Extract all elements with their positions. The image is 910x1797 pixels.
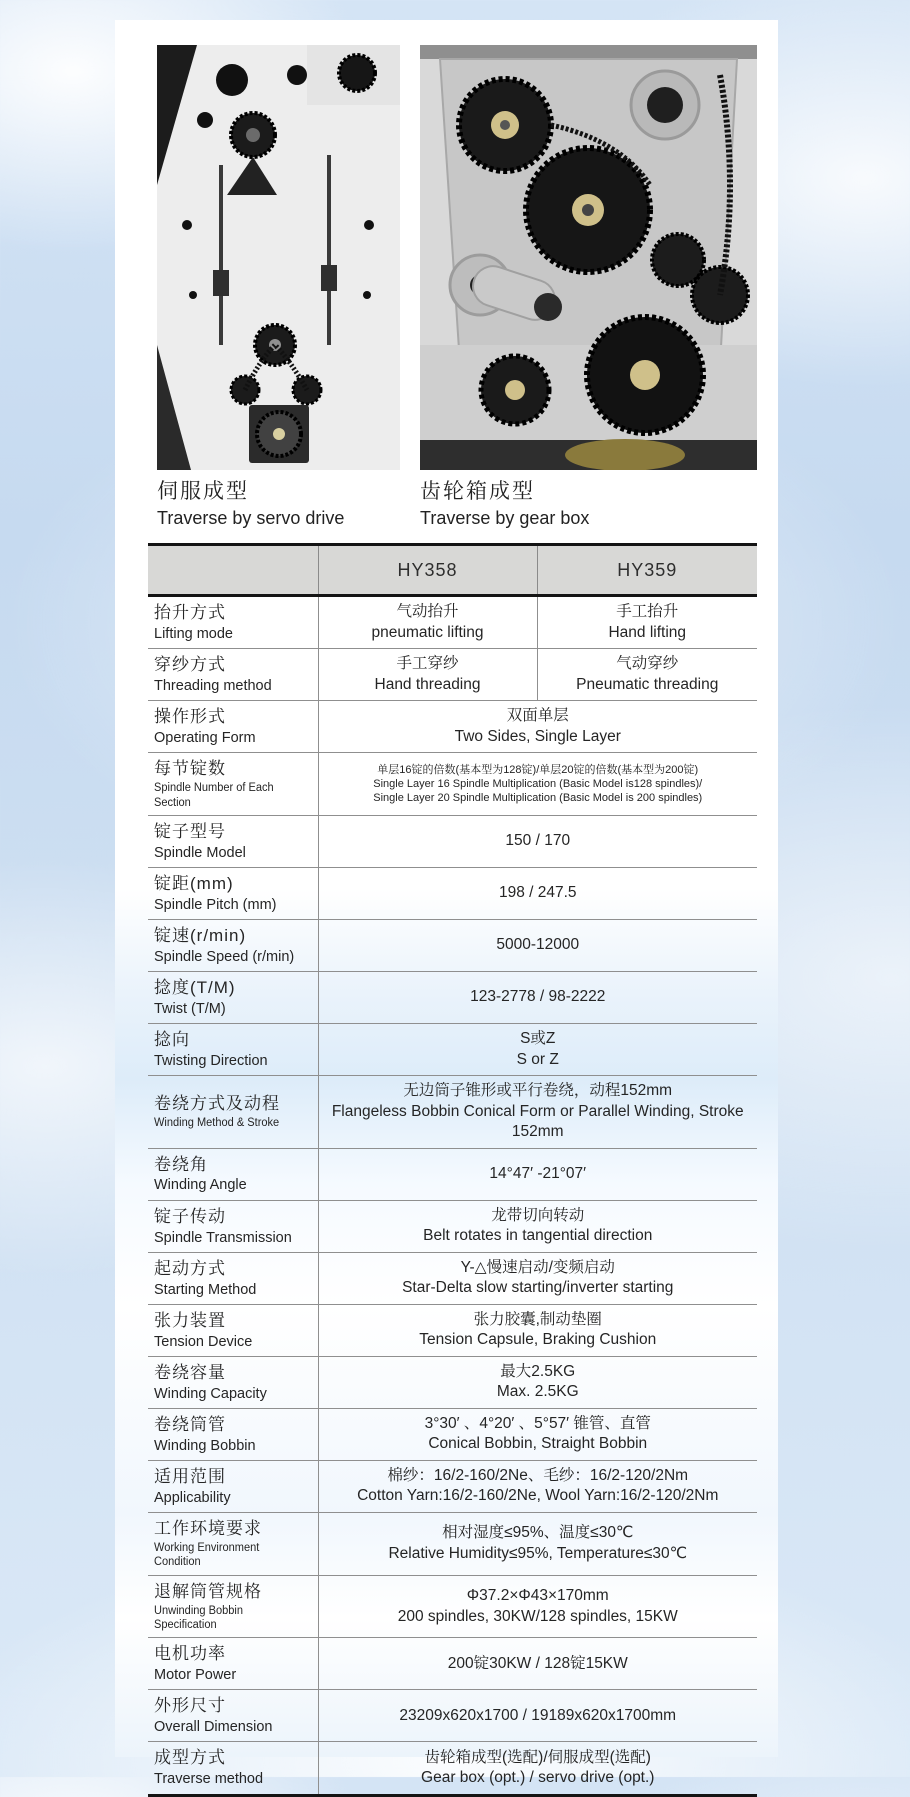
label-zh: 捻向: [154, 1030, 190, 1050]
spec-value-line: 无边筒子锥形或平行卷绕，动程152mm: [403, 1082, 673, 1100]
spec-table: [148, 543, 757, 1797]
servo-caption-zh: 伺服成型: [157, 480, 249, 503]
spec-row: [148, 1408, 757, 1460]
label-en: Winding Method & Stroke: [154, 1117, 280, 1130]
spec-value-line: 棉纱：16/2-160/2Ne、毛纱：16/2-120/2Nm: [387, 1467, 689, 1484]
spec-value-line: Hand lifting: [608, 623, 687, 641]
label-en: Applicability: [154, 1489, 231, 1506]
spec-value-cell: [318, 1512, 757, 1575]
label-zh: 成型方式: [154, 1748, 226, 1768]
label-en: Spindle Pitch (mm): [154, 896, 277, 913]
spec-value-line: pneumatic lifting: [371, 623, 484, 641]
spec-value-cell: [318, 649, 537, 701]
spec-value-line: Y-△慢速启动/变频启动: [460, 1258, 615, 1276]
spec-value-cell: [318, 1076, 757, 1148]
spec-value-cell: [318, 1742, 757, 1795]
spec-value-cell: [318, 815, 757, 867]
spec-value-cell: [318, 1638, 757, 1690]
label-en: Traverse method: [154, 1771, 264, 1788]
content-panel: [115, 20, 778, 1788]
spec-value-line: Gear box (opt.) / servo drive (opt.): [421, 1769, 655, 1787]
spec-value-cell: [318, 1148, 757, 1200]
spec-row-label: [148, 1690, 318, 1742]
spec-value-line: Conical Bobbin, Straight Bobbin: [428, 1435, 648, 1453]
spec-value-cell: [318, 753, 757, 816]
spec-row-label: [148, 753, 318, 816]
spec-table-body: [148, 596, 757, 1796]
spec-row-label: [148, 649, 318, 701]
label-en: Spindle Speed (r/min): [154, 948, 295, 965]
label-zh: 适用范围: [154, 1466, 226, 1486]
spec-value-line: 双面单层: [506, 707, 569, 725]
label-en: Motor Power: [154, 1667, 237, 1684]
label-zh: 卷绕角: [154, 1154, 208, 1174]
spec-value-cell: [318, 1575, 757, 1638]
label-en: Starting Method: [154, 1281, 257, 1298]
spec-row: [148, 649, 757, 701]
spec-value-cell: [318, 1408, 757, 1460]
photo-row: [157, 45, 757, 470]
spec-value-line: 198 / 247.5: [498, 884, 577, 902]
label-zh: 锭子传动: [154, 1206, 226, 1226]
spec-value-line: 200锭30KW / 128锭15KW: [447, 1654, 628, 1672]
label-zh: 退解筒管规格: [154, 1581, 262, 1601]
label-en: Working Environment Condition: [154, 1541, 260, 1569]
spec-row: [148, 1512, 757, 1575]
spec-value-line: Cotton Yarn:16/2-160/2Ne, Wool Yarn:16/2-120/2Nm: [357, 1487, 719, 1505]
spec-row: [148, 1076, 757, 1148]
gearbox-gears-illustration: [420, 45, 757, 470]
spec-row: [148, 1356, 757, 1408]
spec-row: [148, 1690, 757, 1742]
spec-value-cell: [318, 867, 757, 919]
spec-row: [148, 972, 757, 1024]
spec-value-line: Star-Delta slow starting/inverter starting: [402, 1279, 674, 1297]
spec-table-header: [148, 545, 757, 596]
label-en: Threading method: [154, 678, 272, 694]
label-en: Winding Capacity: [154, 1385, 267, 1402]
label-zh: 锭距(mm): [154, 873, 234, 893]
spec-row-label: [148, 1512, 318, 1575]
spec-row-label: [148, 1148, 318, 1200]
label-en: Spindle Model: [154, 844, 246, 861]
spec-value-line: 200 spindles, 30KW/128 spindles, 15KW: [397, 1607, 678, 1625]
spec-row-label: [148, 1356, 318, 1408]
spec-value-line: 123-2778 / 98-2222: [470, 988, 606, 1006]
spec-value-line: 龙带切向转动: [491, 1206, 585, 1224]
spec-row: [148, 1148, 757, 1200]
label-en: Spindle Transmission: [154, 1229, 292, 1246]
spec-row-label: [148, 1742, 318, 1795]
spec-row-label: [148, 1076, 318, 1148]
spec-value-line: 气动抬升: [396, 603, 459, 621]
spec-row-label: [148, 596, 318, 649]
label-zh: 穿纱方式: [154, 655, 226, 675]
spec-value-cell: [537, 596, 757, 649]
spec-row: [148, 1200, 757, 1252]
spec-value-line: Pneumatic threading: [576, 675, 719, 693]
spec-row-label: [148, 1638, 318, 1690]
spec-value-cell: [318, 1304, 757, 1356]
label-zh: 张力装置: [154, 1310, 226, 1330]
spec-row-label: [148, 1408, 318, 1460]
label-en: Spindle Number of Each Section: [154, 782, 274, 809]
spec-row-label: [148, 815, 318, 867]
spec-value-line: 5000-12000: [496, 936, 580, 954]
spec-row-label: [148, 1575, 318, 1638]
spec-table-container: [148, 543, 757, 1797]
label-zh: 操作形式: [154, 707, 226, 727]
label-en: Tension Device: [154, 1333, 253, 1350]
label-en: Twisting Direction: [154, 1053, 268, 1070]
spec-value-line: Single Layer 16 Spindle Multiplication (Basic Model is128 spindles)/: [373, 777, 703, 790]
label-zh: 外形尺寸: [154, 1696, 226, 1716]
spec-value-line: 相对湿度≤95%、温度≤30℃: [442, 1524, 634, 1542]
spec-row: [148, 1024, 757, 1076]
spec-row: [148, 1252, 757, 1304]
spec-row-label: [148, 1304, 318, 1356]
spec-row-label: [148, 972, 318, 1024]
label-en: Overall Dimension: [154, 1719, 273, 1736]
spec-value-line: 3°30′ 、4°20′ 、5°57′ 锥管、直管: [424, 1414, 651, 1432]
spec-row: [148, 1638, 757, 1690]
spec-value-line: 张力胶囊,制动垫圈: [473, 1310, 602, 1328]
spec-value-line: Belt rotates in tangential direction: [423, 1227, 653, 1245]
spec-value-line: Two Sides, Single Layer: [454, 727, 621, 745]
spec-row-label: [148, 1460, 318, 1512]
spec-value-line: Max. 2.5KG: [496, 1383, 579, 1401]
spec-row: [148, 701, 757, 753]
label-zh: 电机功率: [154, 1644, 226, 1664]
spec-value-line: 最大2.5KG: [500, 1362, 576, 1380]
spec-row: [148, 815, 757, 867]
servo-drive-photo: [157, 45, 400, 470]
header-model-hy358: HY358: [318, 545, 537, 596]
label-en: Winding Bobbin: [154, 1437, 256, 1454]
spec-value-cell: [318, 1200, 757, 1252]
spec-row: [148, 1304, 757, 1356]
header-empty-cell: [148, 545, 318, 596]
label-en: Operating Form: [154, 730, 256, 747]
spec-value-cell: [318, 1460, 757, 1512]
spec-value-cell: [537, 649, 757, 701]
spec-value-cell: [318, 972, 757, 1024]
spec-value-cell: [318, 1252, 757, 1304]
spec-row-label: [148, 1252, 318, 1304]
spec-value-cell: [318, 596, 537, 649]
gearbox-caption: [420, 475, 589, 529]
spec-value-line: 150 / 170: [505, 832, 571, 850]
label-zh: 抬升方式: [154, 603, 226, 622]
servo-caption: [157, 475, 344, 529]
spec-value-line: Relative Humidity≤95%, Temperature≤30℃: [388, 1544, 688, 1562]
gearbox-caption-zh: 齿轮箱成型: [420, 480, 535, 503]
spec-value-line: 气动穿纱: [616, 655, 679, 673]
spec-value-line: S或Z: [520, 1030, 556, 1048]
spec-value-line: 手工穿纱: [396, 655, 459, 673]
label-zh: 起动方式: [154, 1258, 226, 1278]
label-en: Twist (T/M): [154, 1001, 226, 1017]
label-zh: 锭速(r/min): [154, 926, 247, 945]
spec-row-label: [148, 701, 318, 753]
spec-value-line: 14°47′ -21°07′: [489, 1164, 587, 1182]
spec-value-line: Flangeless Bobbin Conical Form or Parallel Winding, Stroke 152mm: [331, 1102, 744, 1141]
spec-row-label: [148, 867, 318, 919]
label-en: Lifting mode: [154, 625, 233, 642]
spec-value-line: 单层16锭的倍数(基本型为128锭)/单层20锭的倍数(基本型为200锭): [377, 763, 699, 776]
spec-row-label: [148, 920, 318, 972]
label-zh: 每节锭数: [154, 759, 226, 779]
label-zh: 工作环境要求: [154, 1518, 262, 1538]
spec-row: [148, 1742, 757, 1795]
spec-value-line: Single Layer 20 Spindle Multiplication (Basic Model is 200 spindles): [373, 792, 703, 805]
gearbox-caption-en: Traverse by gear box: [420, 508, 590, 528]
spec-row-label: [148, 1200, 318, 1252]
spec-value-line: S or Z: [516, 1050, 559, 1068]
label-en: Winding Angle: [154, 1177, 247, 1194]
spec-value-line: Hand threading: [374, 675, 481, 693]
spec-value-cell: [318, 1690, 757, 1742]
spec-value-line: Φ37.2×Φ43×170mm: [466, 1587, 609, 1605]
label-zh: 卷绕筒管: [154, 1414, 226, 1434]
spec-row: [148, 1460, 757, 1512]
label-zh: 卷绕容量: [154, 1362, 226, 1382]
spec-value-cell: [318, 701, 757, 753]
servo-caption-en: Traverse by servo drive: [157, 508, 345, 528]
gear-box-photo: [420, 45, 757, 470]
header-model-hy359: HY359: [537, 545, 757, 596]
spec-row: [148, 1575, 757, 1638]
label-zh: 捻度(T/M): [154, 978, 236, 998]
spec-row: [148, 867, 757, 919]
spec-row-label: [148, 1024, 318, 1076]
servo-gears-illustration: [157, 45, 400, 470]
spec-value-line: 手工抬升: [616, 603, 679, 621]
spec-value-line: 齿轮箱成型(选配)/伺服成型(选配): [424, 1748, 651, 1766]
spec-value-cell: [318, 1024, 757, 1076]
spec-row: [148, 920, 757, 972]
spec-row: [148, 596, 757, 649]
spec-value-cell: [318, 920, 757, 972]
spec-value-line: 23209x620x1700 / 19189x620x1700mm: [399, 1706, 677, 1724]
label-en: Unwinding Bobbin Specification: [154, 1604, 243, 1631]
spec-value-cell: [318, 1356, 757, 1408]
label-zh: 锭子型号: [154, 821, 226, 841]
spec-row: [148, 753, 757, 816]
label-zh: 卷绕方式及动程: [154, 1094, 280, 1114]
spec-value-line: Tension Capsule, Braking Cushion: [419, 1331, 657, 1349]
